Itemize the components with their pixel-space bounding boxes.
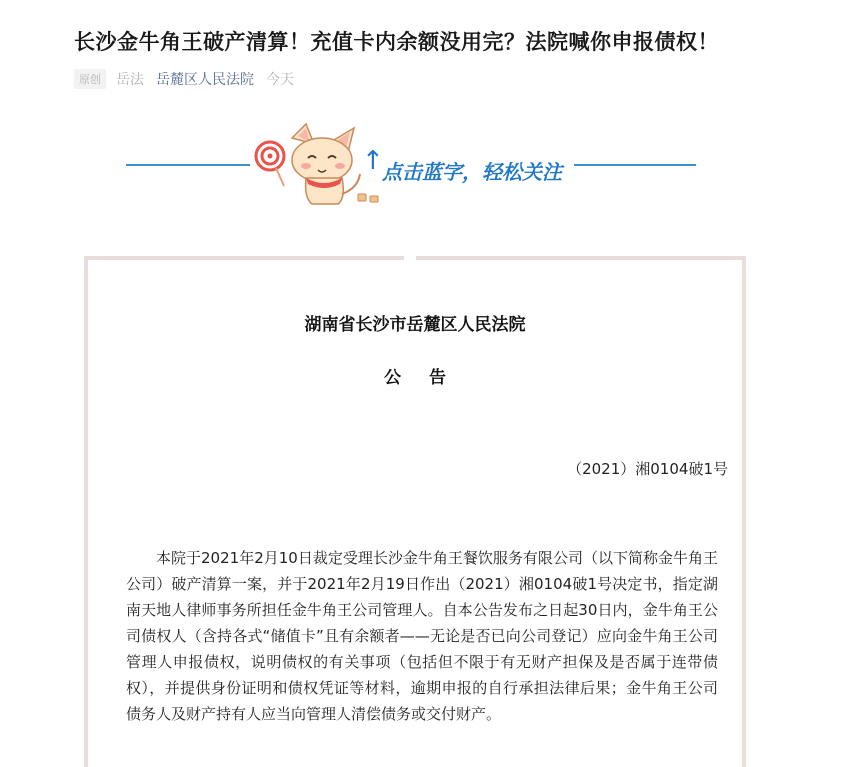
card-border-gap xyxy=(404,255,416,261)
banner-line-left xyxy=(126,164,250,166)
court-name: 湖南省长沙市岳麓区人民法院 xyxy=(304,315,526,335)
original-badge: 原创 xyxy=(74,69,106,89)
follow-banner[interactable] xyxy=(126,118,696,210)
notice-card xyxy=(84,256,746,767)
account-name-link[interactable]: 岳麓区人民法院 xyxy=(156,72,254,88)
case-number: （2021）湘0104破1号 xyxy=(567,460,728,478)
notice-body: 本院于2021年2月10日裁定受理长沙金牛角王餐饮服务有限公司（以下简称金牛角王公司）破产清算一案，并于2021年2月19日作出（2021）湘0104破1号决定书，指定湖南天地人律师事务所担任金牛角王公司管理人。自本公告发布之日起30日内，金牛角王公司债权人（含持各式“储值卡”且有余额者——无论是否已向公司登记）应向金牛角王公司管理人申报债权，说明债权的有关事项（包括但不限于有无财产担保及是否属于连带债权），并提供身份证明和债权凭证等材料，逾期申报的自行承担法律后果；金牛角王公司债务人及财产持有人应当向管理人清偿债务或交付财产。 xyxy=(126,549,718,723)
arrow-up-icon: ↑ xyxy=(362,146,384,176)
banner-line-right xyxy=(574,164,696,166)
article-title: 长沙金牛角王破产清算！充值卡内余额没用完？法院喊你申报债权！ xyxy=(74,30,719,54)
notice-heading: 公告 xyxy=(384,368,474,388)
publish-date: 今天 xyxy=(266,72,294,88)
follow-prompt-text[interactable]: 点击蓝字，轻松关注 xyxy=(382,160,562,184)
author-name: 岳法 xyxy=(116,72,144,88)
article-meta xyxy=(74,68,294,90)
